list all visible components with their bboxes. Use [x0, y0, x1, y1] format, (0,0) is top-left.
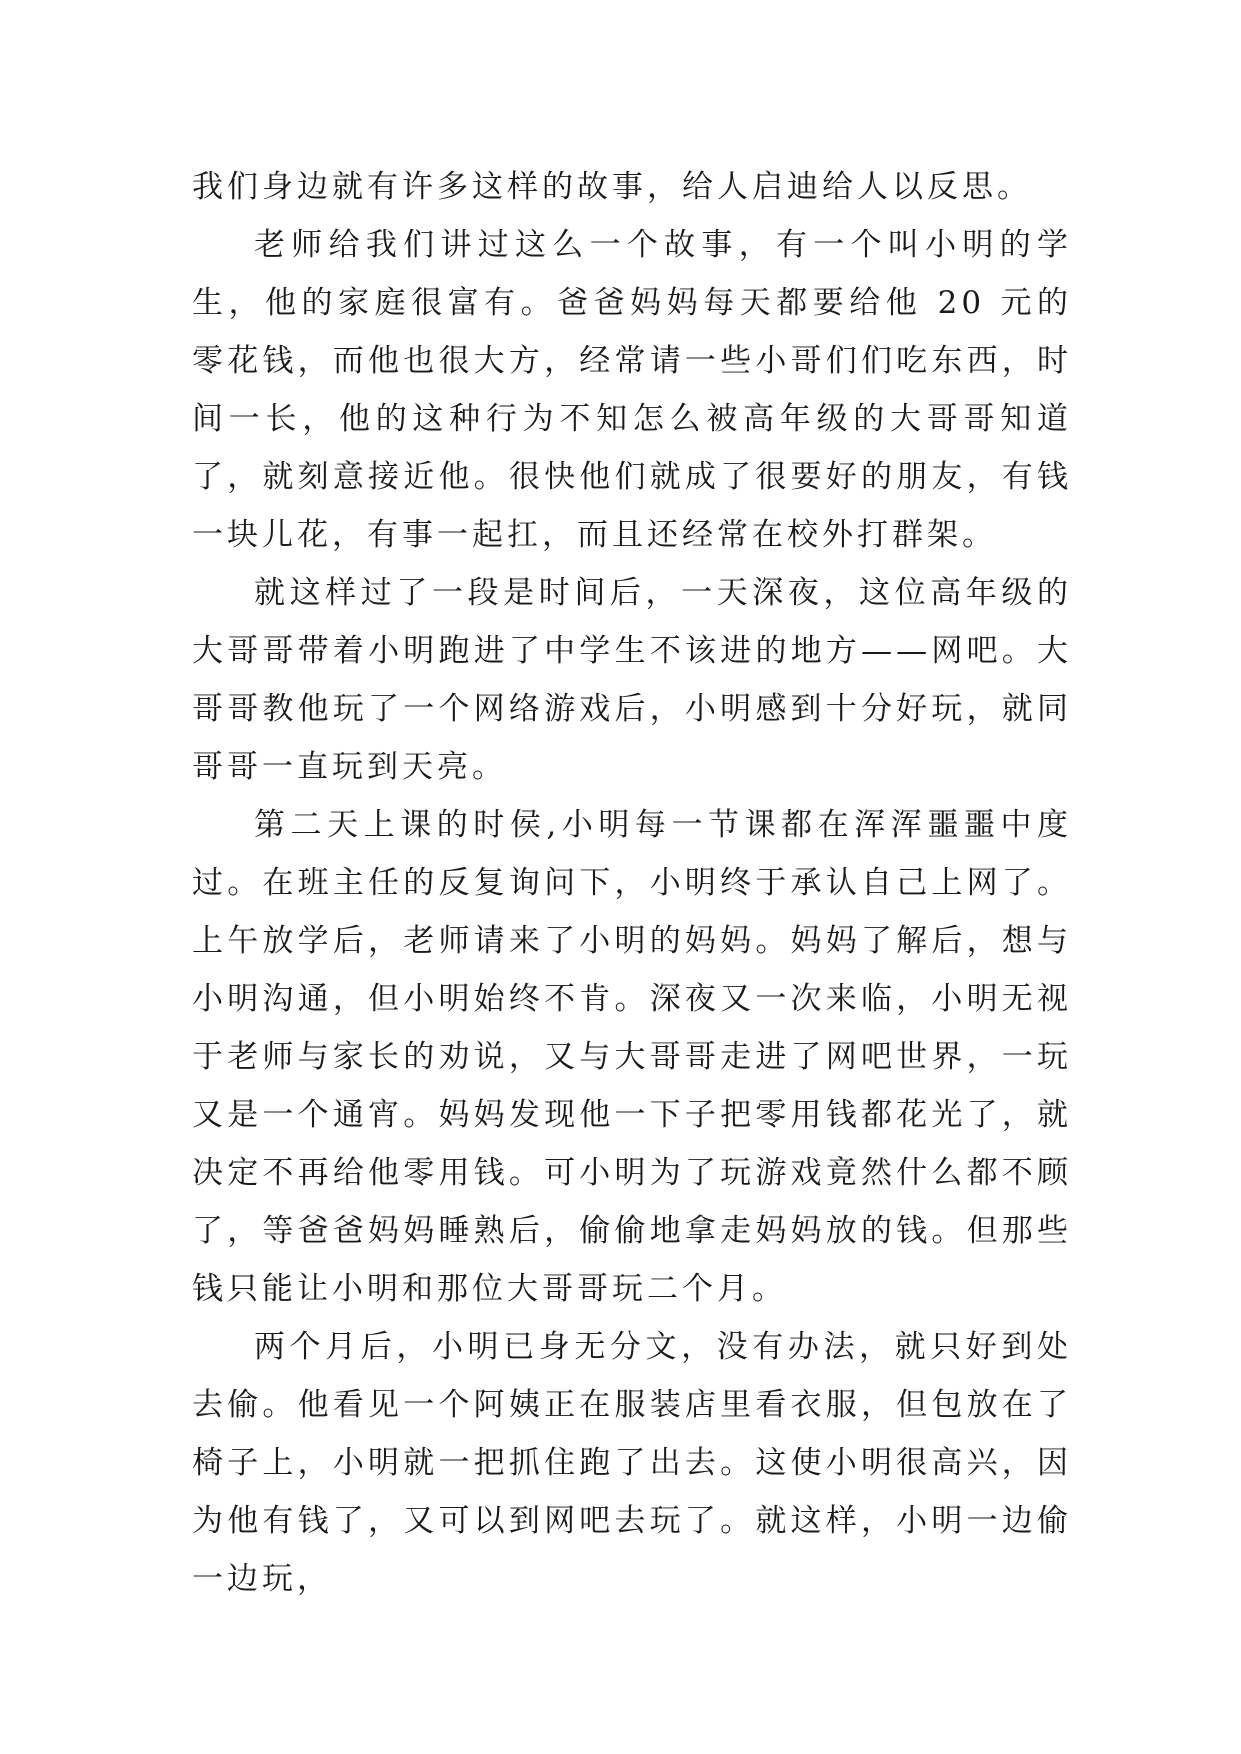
- document-body: [192, 158, 1072, 1608]
- paragraph-3: 就这样过了一段是时间后，一天深夜，这位高年级的大哥哥带着小明跑进了中学生不该进的地方——网吧。大哥哥教他玩了一个网络游戏后，小明感到十分好玩，就同哥哥一直玩到天亮。: [192, 575, 1072, 785]
- paragraph-2: 老师给我们讲过这么一个故事，有一个叫小明的学生，他的家庭很富有。爸爸妈妈每天都要给他 20 元的零花钱，而他也很大方，经常请一些小哥们们吃东西，时间一长，他的这种行为不知怎么被高年级的大哥哥知道了，就刻意接近他。很快他们就成了很要好的朋友，有钱一块儿花，有事一起扛，而且还经常在校外打群架。: [192, 227, 1072, 553]
- paragraph-1: 我们身边就有许多这样的故事，给人启迪给人以反思。: [192, 169, 1032, 205]
- paragraph-5: 两个月后，小明已身无分文，没有办法，就只好到处去偷。他看见一个阿姨正在服装店里看衣服，但包放在了椅子上，小明就一把抓住跑了出去。这使小明很高兴，因为他有钱了，又可以到网吧去玩了。就这样，小明一边偷一边玩，: [192, 1329, 1072, 1597]
- paragraph-4: 第二天上课的时侯,小明每一节课都在浑浑噩噩中度过。在班主任的反复询问下，小明终于承认自己上网了。上午放学后，老师请来了小明的妈妈。妈妈了解后，想与小明沟通，但小明始终不肯。深夜又一次来临，小明无视于老师与家长的劝说，又与大哥哥走进了网吧世界，一玩又是一个通宵。妈妈发现他一下子把零用钱都花光了，就决定不再给他零用钱。可小明为了玩游戏竟然什么都不顾了，等爸爸妈妈睡熟后，偷偷地拿走妈妈放的钱。但那些钱只能让小明和那位大哥哥玩二个月。: [192, 807, 1072, 1307]
